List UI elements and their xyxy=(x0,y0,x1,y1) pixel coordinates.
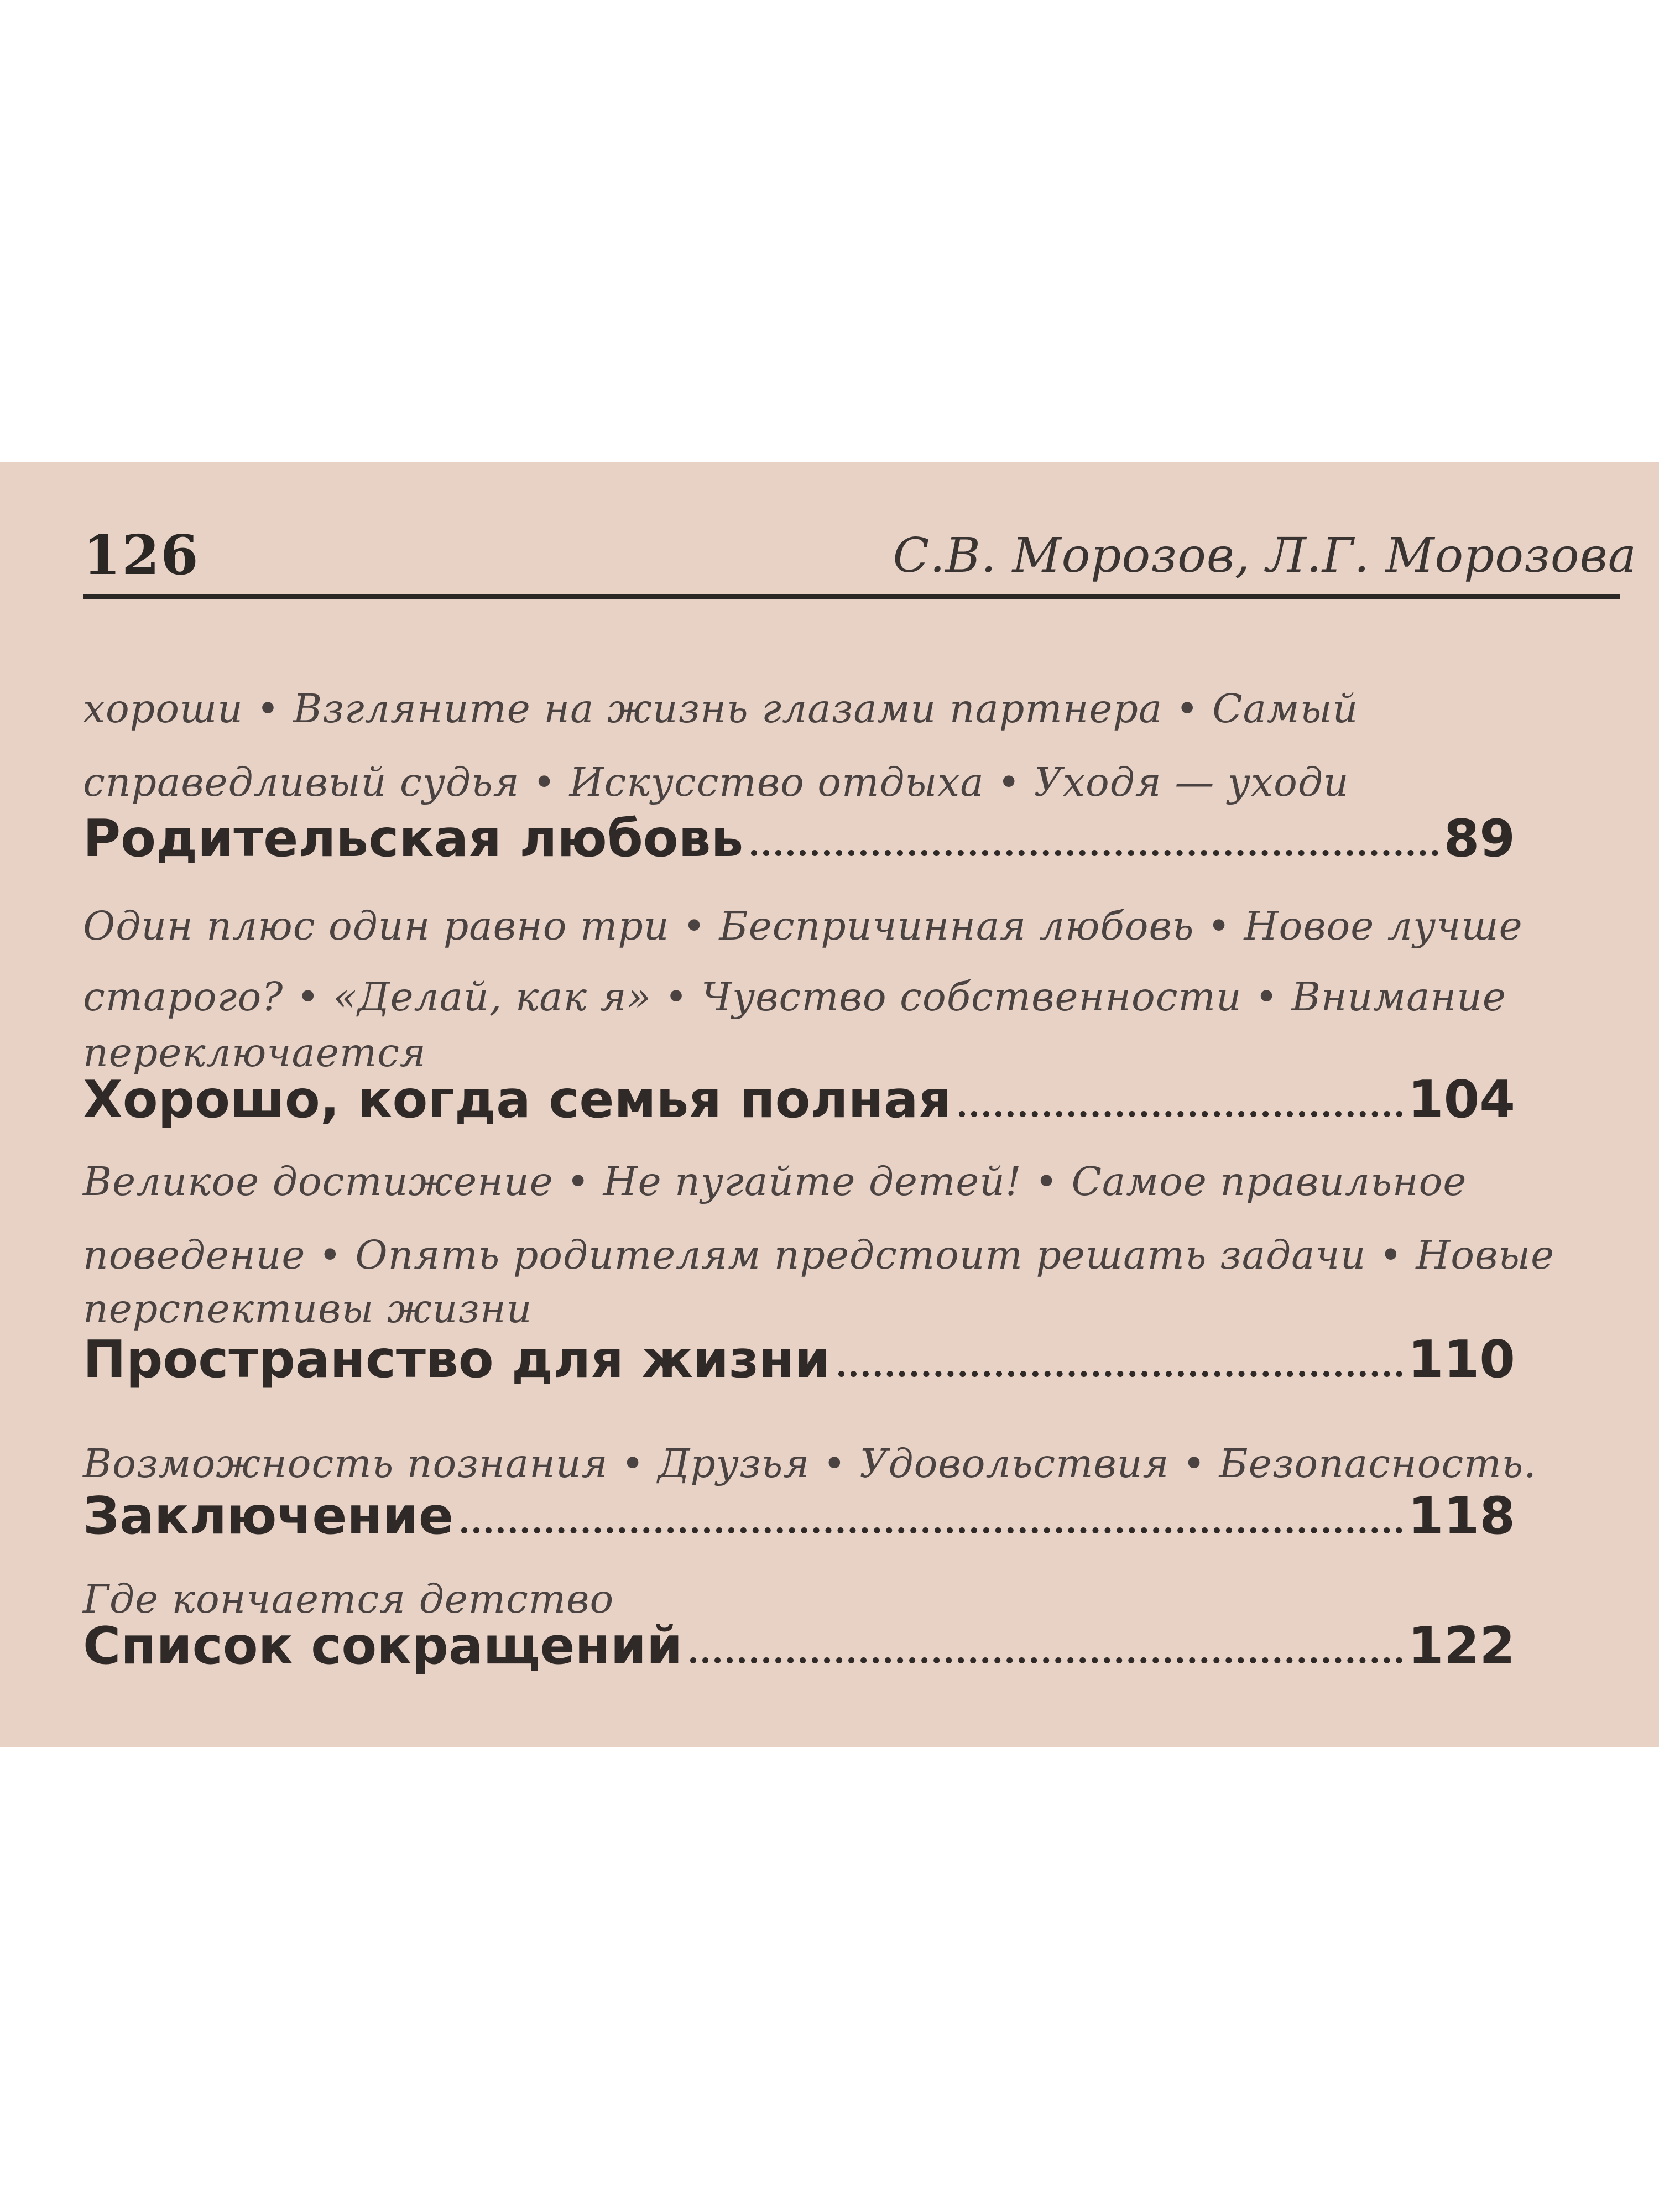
toc-entry-title: Список сокращений xyxy=(83,1616,683,1676)
toc-subtopics-line: перспективы жизни xyxy=(83,1286,533,1332)
toc-entry-title: Хорошо, когда семья полная xyxy=(83,1070,952,1129)
book-page xyxy=(0,462,1659,1747)
page-header xyxy=(83,523,1637,589)
toc-leader-dots xyxy=(838,1371,1402,1377)
header-rule xyxy=(83,594,1620,599)
toc-entry-page: 89 xyxy=(1443,808,1515,868)
toc-subtopics-line: Великое достижение • Не пугайте детей! • Самое правильное xyxy=(83,1159,1467,1204)
toc-entry-living-space[interactable] xyxy=(83,1323,1515,1389)
toc-entry-title: Заключение xyxy=(83,1486,453,1546)
running-head-authors: С.В. Морозов, Л.Г. Морозова xyxy=(893,528,1637,583)
toc-subtopics-line: хороши • Взгляните на жизнь глазами партнера • Самый xyxy=(83,686,1359,732)
toc-entry-page: 118 xyxy=(1407,1486,1515,1546)
toc-entry-conclusion[interactable] xyxy=(83,1479,1515,1546)
toc-leader-dots xyxy=(690,1657,1402,1663)
toc-leader-dots xyxy=(959,1111,1402,1117)
toc-subtopics-line: Один плюс один равно три • Беспричинная любовь • Новое лучше xyxy=(83,903,1523,949)
toc-entry-parental-love[interactable] xyxy=(83,802,1515,868)
toc-entry-abbreviations[interactable] xyxy=(83,1609,1515,1676)
page-number: 126 xyxy=(83,524,200,587)
toc-leader-dots xyxy=(461,1527,1402,1533)
toc-entry-title: Родительская любовь xyxy=(83,808,744,868)
toc-subtopics-line: справедливый судья • Искусство отдыха • Уходя — уходи xyxy=(83,759,1349,805)
toc-subtopics-line: поведение • Опять родителям предстоит решать задачи • Новые xyxy=(83,1232,1555,1278)
toc-entry-full-family[interactable] xyxy=(83,1063,1515,1129)
toc-subtopics-line: старого? • «Делай, как я» • Чувство собственности • Внимание xyxy=(83,974,1506,1020)
toc-entry-page: 122 xyxy=(1407,1616,1515,1676)
toc-leader-dots xyxy=(751,850,1438,856)
toc-subtopics-line: переключается xyxy=(83,1030,426,1076)
toc-entry-title: Пространство для жизни xyxy=(83,1329,831,1389)
toc-subtopics-line: Где кончается детство xyxy=(83,1576,614,1622)
toc-entry-page: 104 xyxy=(1407,1070,1515,1129)
toc-subtopics-line: Возможность познания • Друзья • Удовольствия • Безопасность. xyxy=(83,1441,1537,1486)
toc-entry-page: 110 xyxy=(1407,1329,1515,1389)
